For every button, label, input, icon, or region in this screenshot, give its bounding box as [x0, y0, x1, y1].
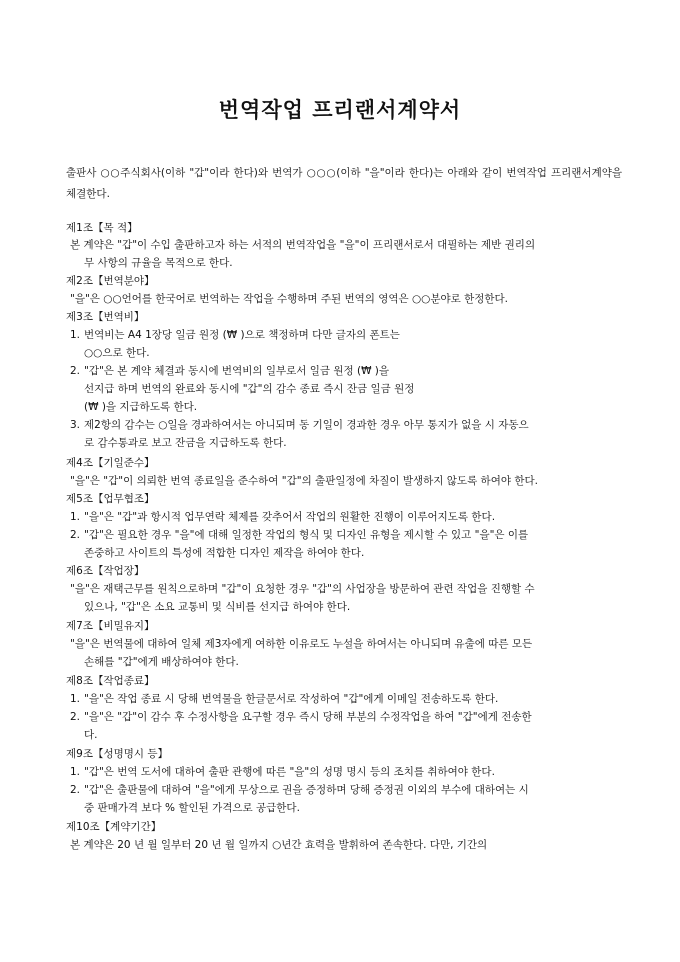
list-item: [70, 690, 498, 708]
item-number: 1.: [70, 766, 81, 778]
item-number: 1.: [70, 693, 81, 705]
article-heading: 제3조【번역비】: [66, 311, 145, 323]
item-number: 2.: [70, 365, 81, 377]
article-heading: 제6조【작업장】: [66, 565, 145, 577]
item-text: "을"은 "갑"과 항시적 업무연락 체제를 갖추어서 작업의 원활한 진행이 이루어지도록 한다.: [84, 511, 496, 523]
article-heading: 제2조【번역분야】: [66, 275, 155, 287]
item-text: 중 판매가격 보다 % 할인된 가격으로 공급한다.: [84, 802, 300, 814]
list-item: [70, 362, 389, 380]
list-item: [70, 763, 495, 781]
item-number: 2.: [70, 529, 81, 541]
item-number: 1.: [70, 329, 81, 341]
item-text: "갑"은 출판물에 대하여 "을"에게 무상으로 권을 증정하며 당해 증정권 이외의 부수에 대하여는 시: [84, 784, 529, 796]
article-heading: 제1조【목 적】: [66, 222, 138, 234]
item-text: "갑"은 필요한 경우 "을"에 대해 일정한 작업의 형식 및 디자인 유형을 제시할 수 있고 "을"은 이를: [84, 529, 529, 541]
item-number: 2.: [70, 711, 81, 723]
item-text: 다.: [84, 729, 98, 741]
article-text: 손해를 "갑"에게 배상하여야 한다.: [84, 656, 239, 668]
list-item: [70, 708, 532, 726]
article-heading: 제10조【계약기간】: [66, 821, 162, 833]
article-text: 무 사항의 규율을 목적으로 한다.: [84, 257, 233, 269]
article-text: 본 계약은 "갑"이 수입 출판하고자 하는 서적의 번역작업을 "을"이 프리랜서로서 대필하는 제반 권리의: [70, 239, 536, 251]
item-text: "을"은 작업 종료 시 당해 번역물을 한글문서로 작성하여 "갑"에게 이메일 전송하도록 한다.: [84, 693, 499, 705]
list-item: [70, 508, 495, 526]
item-text: "을"은 "갑"이 감수 후 수정사항을 요구할 경우 즉시 당해 부분의 수정작업을 하여 "갑"에게 전송한: [84, 711, 532, 723]
article-text: 있으나, "갑"은 소요 교통비 및 식비를 선지급 하여야 한다.: [84, 601, 351, 613]
article-text: "을"은 재택근무를 원칙으로하며 "갑"이 요청한 경우 "갑"의 사업장을 방문하여 관련 작업을 진행할 수: [70, 583, 535, 595]
item-number: 3.: [70, 419, 81, 431]
intro-paragraph: 출판사 ○○주식회사(이하 "갑"이라 한다)와 번역가 ○○○(이하 "을"이라 한다)는 아래와 같이 번역작업 프리랜서계약을 체결한다.: [66, 167, 622, 200]
document-title: 번역작업 프리랜서계약서: [218, 98, 462, 122]
article-text: "을"은 ○○언어를 한국어로 번역하는 작업을 수행하며 주된 번역의 영역은 ○○분야로 한정한다.: [70, 293, 509, 305]
item-text: 번역비는 A4 1장당 일금 원정 (₩ )으로 책정하며 다만 글자의 폰트는: [84, 329, 400, 341]
item-text: (₩ )을 지급하도록 한다.: [84, 401, 198, 413]
item-text: "갑"은 본 계약 체결과 동시에 번역비의 일부로서 일금 원정 (₩ )을: [84, 365, 390, 377]
item-text: 로 감수통과로 보고 잔금을 지급하도록 한다.: [84, 437, 287, 449]
list-item: [70, 781, 529, 799]
article-heading: 제9조【성명명시 등】: [66, 748, 169, 760]
article-heading: 제7조【비밀유지】: [66, 620, 155, 632]
item-number: 1.: [70, 511, 81, 523]
article-heading: 제5조【업무협조】: [66, 493, 155, 505]
article-text: "을"은 번역물에 대하여 일체 제3자에게 여하한 이유로도 누설을 하여서는 아니되며 유출에 따른 모든: [70, 638, 533, 650]
list-item: [70, 416, 529, 434]
article-heading: 제8조【작업종료】: [66, 675, 155, 687]
item-text: 선지급 하며 번역의 완료와 동시에 "갑"의 감수 종료 즉시 잔금 일금 원정: [84, 383, 415, 395]
item-text: 제2항의 감수는 ○일을 경과하여서는 아니되며 동 기일이 경과한 경우 아무 통지가 없을 시 자동으: [84, 419, 529, 431]
list-item: [70, 526, 528, 544]
item-number: 2.: [70, 784, 81, 796]
item-text: "갑"은 번역 도서에 대하여 출판 관행에 따른 "을"의 성명 명시 등의 조치를 취하여야 한다.: [84, 766, 495, 778]
article-heading: 제4조【기일준수】: [66, 457, 155, 469]
item-text: 존중하고 사이트의 특성에 적합한 디자인 제작을 하여야 한다.: [84, 547, 365, 559]
article-text: 본 계약은 20 년 월 일부터 20 년 월 일까지 ○년간 효력을 발휘하여 존속한다. 다만, 기간의: [70, 839, 488, 851]
article-text: "을"은 "갑"이 의뢰한 번역 종료일을 준수하여 "갑"의 출판일정에 차질이 발생하지 않도록 하여야 한다.: [70, 475, 538, 487]
list-item: [70, 326, 400, 344]
item-text: ○○으로 한다.: [84, 347, 150, 359]
